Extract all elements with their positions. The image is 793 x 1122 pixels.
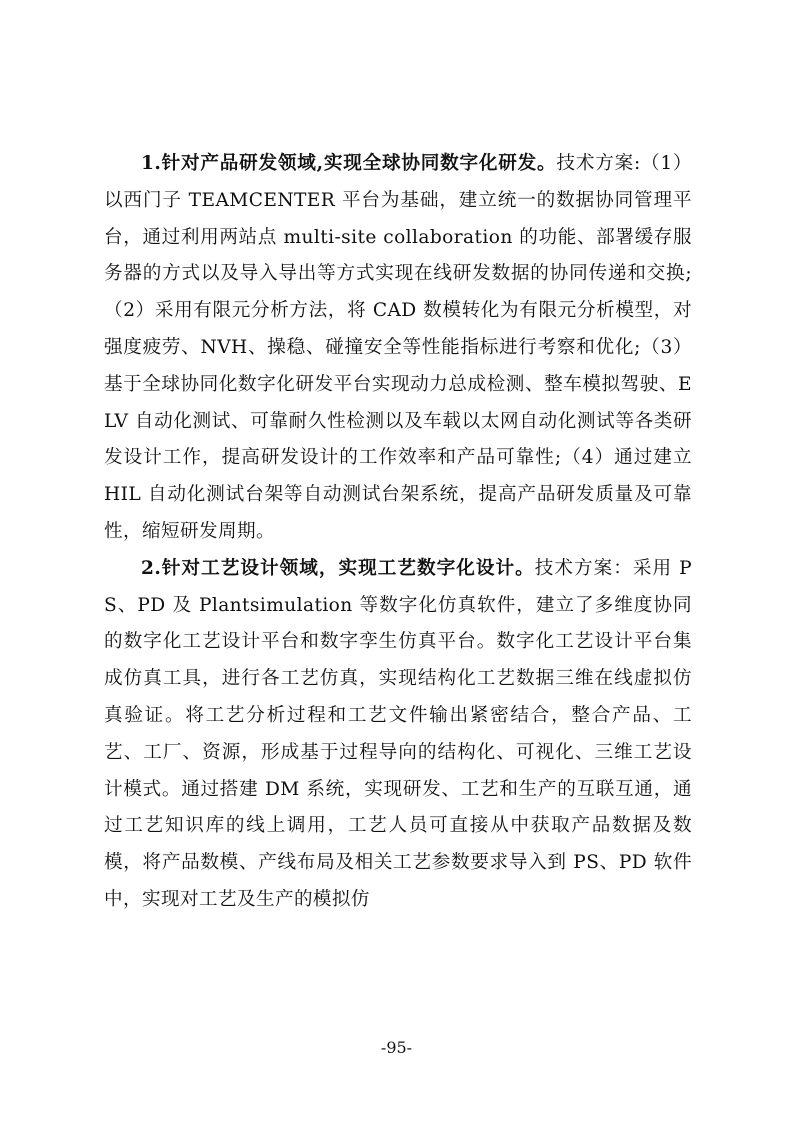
document-body [104,146,692,919]
paragraph-heading: 1.针对产品研发领域,实现全球协同数字化研发。 [141,153,557,174]
paragraph-heading: 2.针对工艺设计领域，实现工艺数字化设计。 [141,557,535,579]
paragraph-text: 技术方案：采用 PS、PD 及 Plantsimulation 等数字化仿真软件，建立了多维度协同的数字化工艺设计平台和数字孪生仿真平台。数字化工艺设计平台集成仿真工具，进行各工艺仿真，实现结构化工艺数据三维在线虚拟仿真验证。将工艺分析过程和工艺文件输出紧密结合，整合产品、工艺、工厂、资源，形成基于过程导向的结构化、可视化、三维工艺设计模式。通过搭建 DM 系统，实现研发、工艺和生产的互联互通，通过工艺知识库的线上调用，工艺人员可直接从中获取产品数据及数模，将产品数模、产线布局及相关工艺参数要求导入到 PS、PD 软件中，实现对工艺及生产的模拟仿 [104,557,692,910]
paragraph-process-design [104,551,692,919]
paragraph-product-rd [104,146,692,551]
page-number: -95- [380,1038,413,1057]
paragraph-text: 技术方案:（1）以西门子 TEAMCENTER 平台为基础，建立统一的数据协同管理平台，通过利用两站点 multi-site collaboration 的功能、部署缓存服务器的方式以及导入导出等方式实现在线研发数据的协同传递和交换;（2）采用有限元分析方法，将 CAD 数模转化为有限元分析模型，对强度疲劳、NVH、操稳、碰撞安全等性能指标进行考察和优化;（3）基于全球协同化数字化研发平台实现动力总成检测、整车模拟驾驶、ELV 自动化测试、可靠耐久性检测以及车载以太网自动化测试等各类研发设计工作，提高研发设计的工作效率和产品可靠性;（4）通过建立 HIL 自动化测试台架等自动测试台架系统，提高产品研发质量及可靠性，缩短研发周期。 [104,153,692,542]
